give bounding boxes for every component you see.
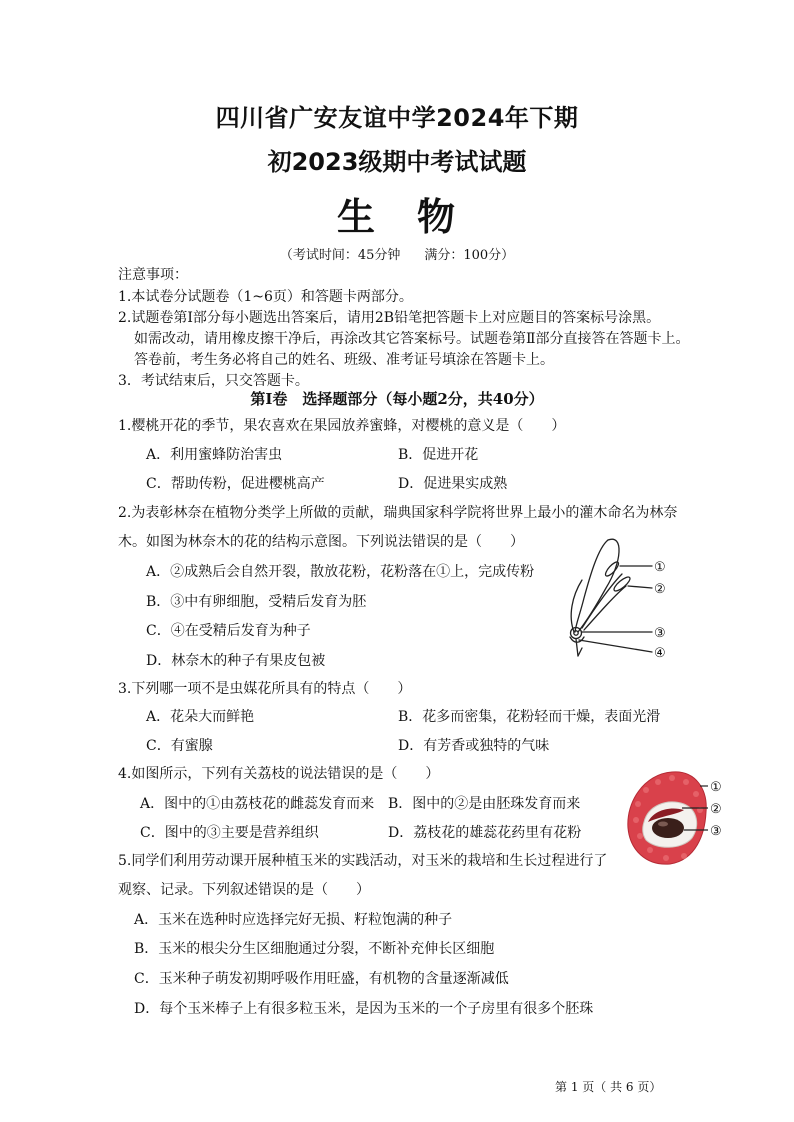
q2-option-a: A．②成熟后会自然开裂，散放花粉，花粉落在①上，完成传粉 [146,564,535,580]
section-title: 第Ⅰ卷 选择题部分（每小题2分，共40分） [250,390,544,408]
q3-option-a: A．花朵大而鲜艳 [146,709,255,725]
flower-label-3: ③ [654,626,666,641]
flower-label-2: ② [654,582,666,597]
exam-title: 初2023级期中考试试题 [267,148,527,176]
q5-stem-line1: 5.同学们利用劳动课开展种植玉米的实践活动，对玉米的栽培和生长过程进行了 [118,853,608,869]
q1-option-c: C．帮助传粉，促进樱桃高产 [146,476,325,492]
q1-stem: 1.樱桃开花的季节，果农喜欢在果园放养蜜蜂，对樱桃的意义是（ ） [118,418,566,434]
lychee-figure [626,770,736,870]
q5-option-c: C．玉米种子萌发初期呼吸作用旺盛，有机物的含量逐渐减低 [134,971,509,987]
exam-info [0,244,794,263]
school-title: 四川省广安友谊中学2024年下期 [215,104,579,132]
q3-stem: 3.下列哪一项不是虫媒花所具有的特点（ ） [118,681,412,697]
notes-heading: 注意事项： [118,267,188,283]
flower-structure-figure [560,536,680,661]
q4-option-b: B．图中的②是由胚珠发育而来 [388,796,581,812]
q3-option-b: B．花多而密集，花粉轻而干燥，表面光滑 [398,709,661,725]
q4-stem: 4.如图所示，下列有关荔枝的说法错误的是（ ） [118,766,440,782]
q1-option-a: A．利用蜜蜂防治害虫 [146,447,283,463]
q3-option-c: C．有蜜腺 [146,738,213,754]
note-item: 1.本试卷分试题卷（1~6页）和答题卡两部分。 [118,289,413,305]
lychee-label-3: ③ [710,824,722,839]
lychee-label-2: ② [710,802,722,817]
lychee-label-1: ① [710,780,722,795]
q5-option-a: A．玉米在选种时应选择完好无损、籽粒饱满的种子 [134,912,453,928]
q5-stem-line2: 观察、记录。下列叙述错误的是（ ） [118,882,370,898]
q1-option-b: B．促进开花 [398,447,479,463]
note-item: 3．考试结束后，只交答题卡。 [118,373,309,389]
subject-title: 生 物 [336,195,457,239]
q2-stem-line2: 木。如图为林奈木的花的结构示意图。下列说法错误的是（ ） [118,534,524,550]
q3-option-d: D．有芳香或独特的气味 [398,738,550,754]
exam-time: （考试时间：45分钟 [279,248,401,263]
note-item: 答卷前，考生务必将自己的姓名、班级、准考证号填涂在答题卡上。 [134,352,554,368]
page-footer: 第 1 页（ 共 6 页） [555,1080,662,1094]
q4-option-c: C．图中的③主要是营养组织 [140,825,319,841]
q2-option-d: D．林奈木的种子有果皮包被 [146,653,326,669]
q5-option-d: D．每个玉米棒子上有很多粒玉米，是因为玉米的一个子房里有很多个胚珠 [134,1001,594,1017]
q2-option-b: B．③中有卵细胞，受精后发育为胚 [146,594,367,610]
flower-label-4: ④ [654,646,666,661]
q1-option-d: D．促进果实成熟 [398,476,508,492]
exam-score: 满分：100分） [424,248,515,263]
q2-option-c: C．④在受精后发育为种子 [146,623,311,639]
q5-option-b: B．玉米的根尖分生区细胞通过分裂，不断补充伸长区细胞 [134,941,495,957]
q4-option-a: A．图中的①由荔枝花的雌蕊发育而来 [140,796,375,812]
note-item: 如需改动，请用橡皮擦干净后，再涂改其它答案标号。试题卷第Ⅱ部分直接答在答题卡上。 [134,331,690,347]
q2-stem-line1: 2.为表彰林奈在植物分类学上所做的贡献，瑞典国家科学院将世界上最小的灌木命名为林奈 [118,505,678,521]
note-item: 2.试题卷第Ⅰ部分每小题选出答案后，请用2B铅笔把答题卡上对应题目的答案标号涂黑。 [118,310,661,326]
q4-option-d: D．荔枝花的雄蕊花药里有花粉 [388,825,582,841]
flower-label-1: ① [654,560,666,575]
